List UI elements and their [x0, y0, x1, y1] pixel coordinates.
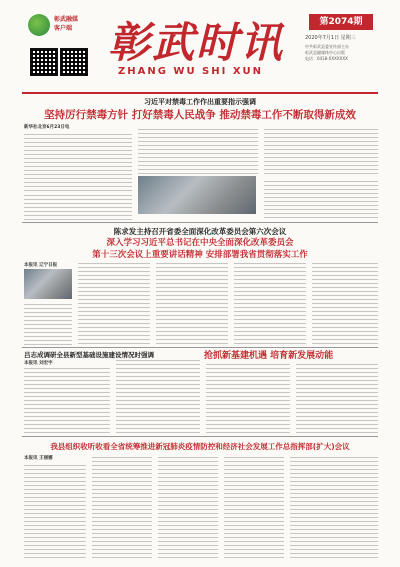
story2-text-col2	[78, 262, 150, 344]
publisher-line: 电话：0418-XXXXXXX	[305, 56, 348, 61]
story2-text-col5	[312, 262, 378, 344]
publisher-info	[305, 44, 385, 62]
story4-text-col3	[158, 455, 218, 558]
story4-text-col1	[24, 462, 86, 558]
masthead	[0, 0, 400, 94]
story3-text-col3	[206, 362, 290, 433]
story3-text-col1	[24, 367, 110, 433]
story3-headline-right: 抢抓新基建机遇 培育新发展动能	[204, 351, 334, 361]
qr-code-icon	[60, 48, 88, 76]
logo-text-line2: 客户端	[54, 25, 73, 32]
story4-headline: 我县组织收听收看全省统筹推进新冠肺炎疫情防控和经济社会发展工作总指挥部(扩大)会议	[50, 442, 350, 451]
story2-text-col1	[24, 303, 72, 345]
story2-photo	[24, 269, 72, 299]
logo-text-line1: 彰武融媒	[54, 16, 79, 23]
story3-text-col4	[296, 362, 378, 433]
story3-byline: 本报讯 刘宏宇	[24, 361, 53, 366]
story2-kicker: 陈求发主持召开省委全面深化改革委员会第六次会议	[113, 227, 287, 236]
story1-text-col1	[24, 131, 132, 191]
story1-text-col4	[264, 178, 378, 218]
app-logo	[28, 14, 88, 38]
story2-text-col3	[156, 262, 228, 344]
masthead-rule	[22, 92, 378, 94]
app-logo-icon	[28, 14, 50, 36]
story1-text-col3	[264, 126, 378, 174]
story4-text-col4	[224, 455, 284, 558]
story3-text-col2	[116, 360, 200, 433]
section-divider	[22, 222, 378, 223]
story1-byline: 新华社北京6月23日电	[24, 125, 70, 130]
story1-kicker: 习近平对禁毒工作作出重要指示强调	[144, 98, 256, 106]
story2-headline2: 第十三次会议上重要讲话精神 安排部署我省贯彻落实工作	[92, 250, 308, 260]
section-divider	[22, 436, 378, 437]
story2-headline1: 深入学习习近平总书记在中央全面深化改革委员会	[106, 238, 294, 248]
story4-text-col5	[290, 455, 378, 558]
issue-badge: 第2074期	[309, 14, 373, 30]
qr-code-icon	[30, 48, 58, 76]
publisher-line: 彰武县融媒体中心出版	[305, 50, 345, 55]
newspaper-title-pinyin: ZHANG WU SHI XUN	[118, 66, 264, 77]
newspaper-title: 彰武时讯	[108, 18, 285, 67]
story1-photo	[138, 176, 256, 214]
story4-text-col2	[92, 455, 152, 558]
publisher-line: 中共彰武县委宣传部主办	[305, 44, 349, 49]
story2-byline: 本报讯 辽宁日报	[24, 263, 58, 268]
story1-text-col5	[24, 194, 132, 220]
story2-text-col4	[234, 262, 306, 344]
issue-date: 2020年7月1日 星期三	[305, 35, 356, 41]
story4-byline: 本报讯 王丽娜	[24, 456, 53, 461]
story1-text-col2	[138, 126, 258, 174]
story3-headline: 吕志成调研全县新型基础设施建设情况时强调	[24, 351, 154, 359]
story1-headline: 坚持厉行禁毒方针 打好禁毒人民战争 推动禁毒工作不断取得新成效	[44, 109, 356, 121]
